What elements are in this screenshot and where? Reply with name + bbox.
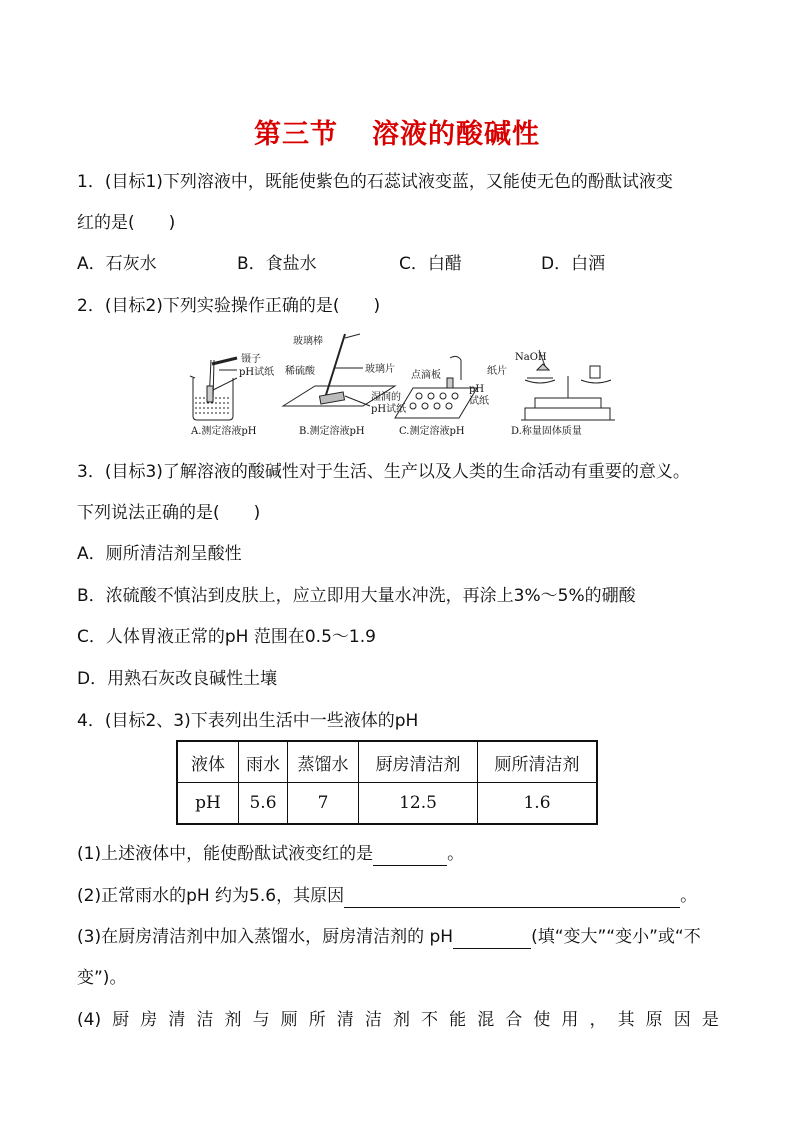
q4-sub4-char: 其 [617, 1010, 635, 1030]
fig-label-ph-c2: 试纸 [469, 396, 489, 407]
fig-label-wet-ph-2: pH试纸 [371, 404, 407, 415]
q4-sub4-char: 使 [533, 1010, 551, 1030]
q1-option-a: A．石灰水 [77, 254, 157, 274]
q3-stem-line2: 下列说法正确的是( ) [77, 503, 261, 523]
q4-sub4-char: 是 [701, 1010, 719, 1030]
q4-sub2-end: 。 [680, 886, 698, 906]
q3-option-c: C．人体胃液正常的pH 范围在0.5～1.9 [77, 627, 376, 647]
q1-option-d: D．白酒 [541, 254, 606, 274]
fig-label-glass-slide: 玻璃片 [365, 364, 395, 375]
fig-caption-c: C.测定溶液pH [399, 426, 465, 437]
q3-option-d: D．用熟石灰改良碱性土壤 [77, 669, 278, 689]
q4-sub3 [77, 925, 701, 949]
q3-option-a: A．厕所清洁剂呈酸性 [77, 544, 242, 564]
q4-sub4-char: (4) [77, 1010, 102, 1030]
table-header-cell: 雨水 [239, 741, 288, 783]
fig-label-tweezers: 镊子 [241, 354, 261, 365]
q4-sub4-char: 厨 [112, 1010, 130, 1030]
q2-stem: 2．(目标2)下列实验操作正确的是( ) [77, 296, 381, 316]
fig-label-spot-plate: 点滴板 [411, 370, 441, 381]
q4-sub4-char: 剂 [224, 1010, 242, 1030]
q4-sub3-hint: (填“变大”“变小”或“不 [531, 927, 701, 947]
q4-sub4-char: 混 [477, 1010, 495, 1030]
section-title: 溶液的酸碱性 [372, 119, 540, 150]
table-header-cell: 厕所清洁剂 [478, 741, 598, 783]
fig-label-wet-ph-1: 湿润的 [371, 392, 401, 403]
q4-sub4-char: 清 [336, 1010, 354, 1030]
q4-sub4-char: 洁 [364, 1010, 382, 1030]
fig-label-paper-piece: 纸片 [487, 366, 507, 377]
q1-stem-line2: 红的是( ) [77, 213, 176, 233]
fig-label-naoh: NaOH [515, 352, 547, 363]
fig-label-glass-rod: 玻璃棒 [293, 336, 323, 347]
q1-option-c: C．白醋 [399, 254, 462, 274]
q4-sub4-char: 不 [421, 1010, 439, 1030]
fig-caption-d: D.称量固体质量 [511, 426, 582, 437]
q4-sub2 [77, 884, 697, 908]
q4-sub1-text: (1)上述液体中，能使酚酞试液变红的是 [77, 844, 374, 864]
q1-stem-line1: 1．(目标1)下列溶液中，既能使紫色的石蕊试液变蓝，又能使无色的酚酞试液变 [77, 172, 673, 192]
table-cell: 5.6 [239, 783, 288, 825]
fig-label-dilute-acid: 稀硫酸 [285, 366, 315, 377]
q4-sub4-char: 合 [505, 1010, 523, 1030]
table-header-cell: 液体 [177, 741, 239, 783]
beaker-illustration [190, 358, 237, 420]
fig-caption-b: B.测定溶液pH [299, 426, 365, 437]
q3-option-b: B．浓硫酸不慎沾到皮肤上，应立即用大量水冲洗，再涂上3%～5%的硼酸 [77, 586, 636, 606]
q4-sub4-char: 剂 [392, 1010, 410, 1030]
page-title [0, 112, 794, 151]
answer-blank[interactable] [453, 930, 531, 949]
fig-label-ph-c1: pH [469, 384, 485, 395]
q4-sub1-end: 。 [447, 844, 465, 864]
q4-sub4-char: 洁 [196, 1010, 214, 1030]
table-cell: 1.6 [478, 783, 598, 825]
q4-sub4-char: 因 [673, 1010, 691, 1030]
table-cell: pH [177, 783, 239, 825]
q4-sub4-char: 与 [252, 1010, 270, 1030]
table-row [177, 783, 597, 825]
answer-blank[interactable] [373, 847, 447, 866]
fig-label-ph-paper-a: pH试纸 [239, 367, 275, 378]
q4-sub3-line2: 变”)。 [77, 968, 127, 988]
fig-caption-a: A.测定溶液pH [191, 426, 257, 437]
q4-sub4-char: 厕 [280, 1010, 298, 1030]
q4-sub4-char: 房 [140, 1010, 158, 1030]
q4-sub4-char: 所 [308, 1010, 326, 1030]
q2-experiment-figure [185, 328, 615, 440]
q4-sub4-char: 清 [168, 1010, 186, 1030]
q4-sub3-text: (3)在厨房清洁剂中加入蒸馏水，厨房清洁剂的 pH [77, 927, 454, 947]
q4-sub2-text: (2)正常雨水的pH 约为5.6，其原因 [77, 886, 345, 906]
spot-plate-illustration [395, 356, 477, 418]
q4-sub4 [77, 1008, 719, 1032]
ph-table [176, 740, 598, 825]
table-header-cell: 蒸馏水 [288, 741, 359, 783]
table-cell: 12.5 [359, 783, 478, 825]
table-header-row [177, 741, 597, 783]
q3-stem-line1: 3．(目标3)了解溶液的酸碱性对于生活、生产以及人类的生命活动有重要的意义。 [77, 462, 690, 482]
answer-blank[interactable] [344, 889, 680, 908]
table-cell: 7 [288, 783, 359, 825]
q4-sub4-char: ， [589, 1010, 607, 1030]
q4-stem: 4．(目标2、3)下表列出生活中一些液体的pH [77, 711, 419, 731]
q4-sub4-char: 用 [561, 1010, 579, 1030]
table-header-cell: 厨房清洁剂 [359, 741, 478, 783]
q4-sub4-char: 原 [645, 1010, 663, 1030]
q1-option-b: B．食盐水 [237, 254, 317, 274]
section-number: 第三节 [254, 119, 338, 150]
q4-sub1 [77, 842, 464, 866]
q4-sub4-char: 能 [449, 1010, 467, 1030]
